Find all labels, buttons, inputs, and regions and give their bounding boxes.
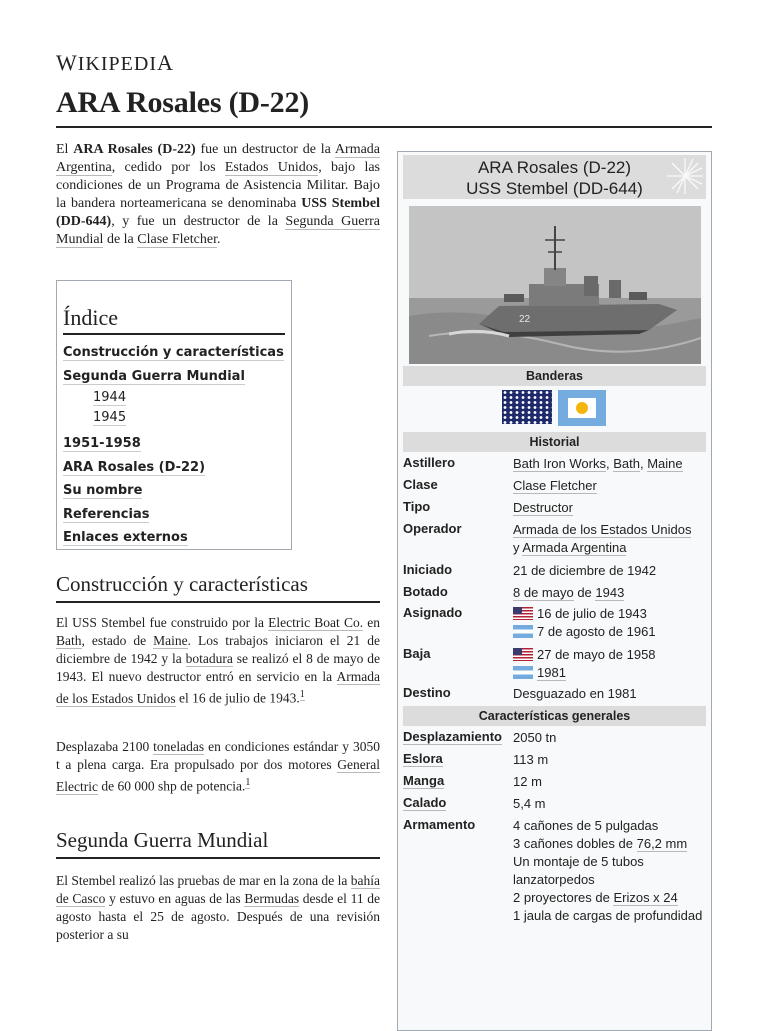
toc-item[interactable]: 1951-1958 [63,436,141,451]
title-divider [56,126,712,128]
toc-subitem[interactable]: 1944 [93,390,127,405]
toc-list [63,341,285,550]
table-of-contents [56,280,292,550]
link-76mm[interactable]: 76,2 mm [636,836,688,851]
page-title: ARA Rosales (D-22) [56,86,310,119]
reference-link[interactable]: 1 [245,777,251,788]
toc-subitem[interactable]: 1945 [93,410,127,425]
link-1943[interactable]: 1943 [595,585,625,600]
toc-title: Índice [63,305,285,335]
link-destructor[interactable]: Destructor [513,500,573,515]
infobox-header-caracteristicas: Características generales [403,706,706,726]
link-toneladas[interactable]: toneladas [153,739,205,754]
section-paragraph: El Stembel realizó las pruebas de mar en la zona de la bahía de Casco y estuvo en aguas de las Bermudas desde el 11 de agosto hasta el 25 de agosto. Después de una revisión posterior a su [56,873,380,942]
link-manga[interactable]: Manga [403,773,445,788]
toc-item[interactable]: Su nombre [63,483,143,498]
link-armada-argentina[interactable]: Armada Argentina [56,142,381,175]
link-8-de-mayo[interactable]: 8 de mayo [513,585,574,600]
link-eslora[interactable]: Eslora [403,751,443,766]
toc-item[interactable]: Referencias [63,506,150,522]
ship-photo[interactable] [409,206,701,364]
link-segunda-guerra[interactable]: Segunda Guerra Mundial [56,214,380,247]
link-desplazamiento[interactable]: Desplazamiento [403,729,502,744]
argentina-flag-icon [513,666,533,679]
us-flag-icon[interactable] [502,390,552,424]
link-bahia-de-casco[interactable]: bahía de Casco [56,873,380,906]
section-heading-segunda-guerra: Segunda Guerra Mundial [56,828,380,859]
link-armada-argentina-ib[interactable]: Armada Argentina [522,540,627,555]
infobox-title: ARA Rosales (D-22) USS Stembel (DD-644) [403,155,706,199]
lead-bold-name: ARA Rosales (D-22) [73,142,196,157]
toc-item[interactable]: Segunda Guerra Mundial [63,368,245,384]
link-bermudas[interactable]: Bermudas [244,891,300,906]
link-maine[interactable]: Maine [153,633,188,648]
infobox: ARA Rosales (D-22) USS Stembel (DD-644) 22 Banderas Historial Astillero Bath Iron Works, Bath, Maine Clase Clase Fletcher Tipo Destructor Operador Armada de los Estados Unidos y Armada Argentina Iniciado 21 de diciembre de 1942 Botado 8 de mayo de 1943 Asignado 16 de julio de 1943 7 de agosto de 1961 Baja 27 de mayo de 1958 1981 Destino Desguazado en 1981 Características generales Desplazamiento 2050 tn Eslora 113 m Manga 12 m Calado 5,4 m Armamento 4 cañones de 5 pulgadas 3 cañones dobles de 76,2 mm Un montaje de 5 tubos lanzatorpedos 2 proyectores de Erizos x 24 1 jaula de cargas de profundidad [397,151,712,1031]
link-erizos[interactable]: Erizos x 24 [613,890,678,905]
section-heading-construccion: Construcción y características [56,572,380,603]
section-paragraph: Desplazaba 2100 toneladas en condiciones estándar y 3050 t a plena carga. Era propulsado por dos motores General Electric de 60 000 shp de potencia.$^1$ [56,739,380,794]
destroyer-image [409,206,701,364]
link-maine-state[interactable]: Maine [647,456,683,471]
link-bath[interactable]: Bath [56,633,82,648]
link-armada-eeuu[interactable]: Armada de los Estados Unidos [56,669,380,706]
infobox-header-banderas: Banderas [403,366,706,386]
link-1981[interactable]: 1981 [537,665,566,680]
lead-bold-uss: USS Stembel (DD-644) [56,196,380,229]
argentina-jack-icon[interactable] [558,390,606,426]
link-electric-boat[interactable]: Electric Boat Co. [268,615,364,630]
ship-emblem-icon [665,156,705,196]
flags-row [502,390,608,428]
hull-number: 22 [519,314,531,325]
wikipedia-wordmark[interactable]: WIKIPEDIA [56,50,174,75]
link-armada-eeuu-ib[interactable]: Armada de los Estados Unidos [513,522,692,537]
link-calado[interactable]: Calado [403,795,447,810]
toc-item[interactable]: Enlaces externos [63,530,188,545]
link-bath-city[interactable]: Bath [613,456,640,471]
toc-item[interactable]: ARA Rosales (D-22) [63,459,206,475]
link-estados-unidos[interactable]: Estados Unidos [224,160,319,175]
link-general-electric[interactable]: General Electric [56,757,380,794]
us-flag-icon [513,607,533,620]
link-bath-iron-works[interactable]: Bath Iron Works [513,456,606,471]
lead-paragraph: El ARA Rosales (D-22) fue un destructor de la Armada Argentina, cedido por los Estados Unidos, bajo las condiciones de un Programa de Asistencia Militar. Bajo la bandera norteamericana se denominaba USS Stembel (DD-644), y fue un destructor de la Segunda Guerra Mundial de la Clase Fletcher. [56,142,381,247]
toc-item[interactable]: Construcción y características [63,345,284,360]
reference-link[interactable]: 1 [299,689,305,700]
infobox-header-historial: Historial [403,432,706,452]
section-paragraph: El USS Stembel fue construido por la Electric Boat Co. en Bath, estado de Maine. Los trabajos iniciaron el 21 de diciembre de 1942 y la botadura se realizó el 8 de mayo de 1943. El nuevo destructor entró en servicio en la Armada de los Estados Unidos el 16 de julio de 1943.$^1$ [56,615,381,706]
link-clase-fletcher[interactable]: Clase Fletcher [137,232,217,247]
link-botadura[interactable]: botadura [185,651,233,666]
us-flag-icon [513,648,533,661]
argentina-flag-icon [513,625,533,638]
link-clase[interactable]: Clase Fletcher [513,478,597,493]
